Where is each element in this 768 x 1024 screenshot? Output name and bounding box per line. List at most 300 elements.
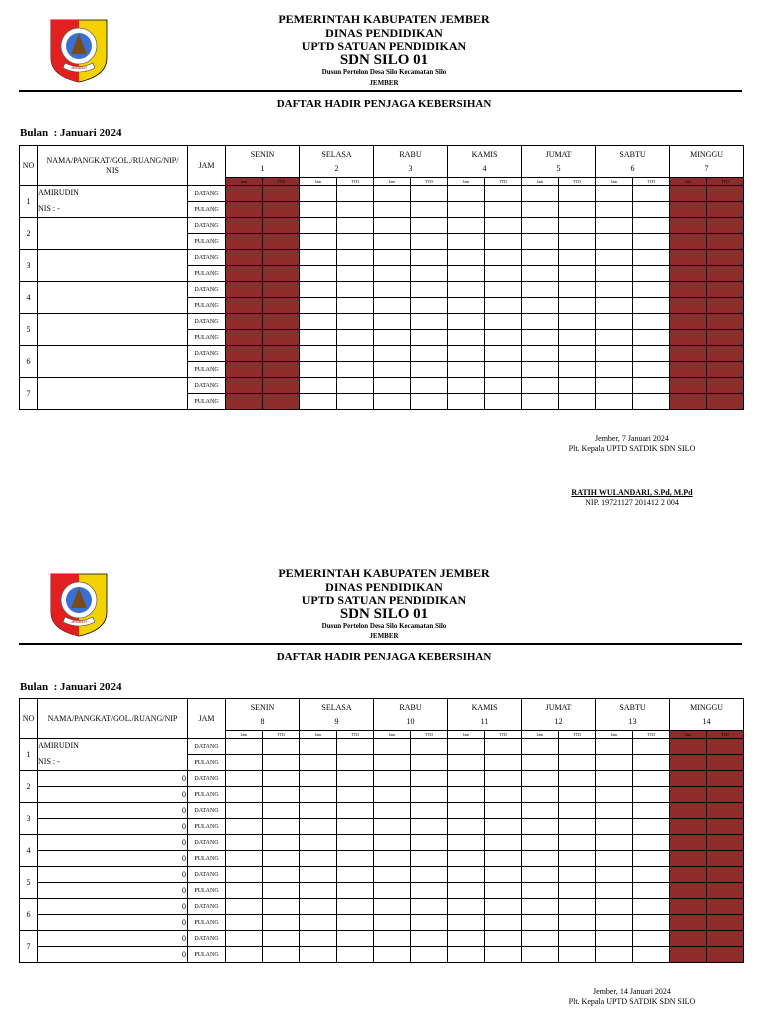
attendance-ttd-cell[interactable]	[559, 803, 596, 819]
attendance-jam-cell[interactable]	[670, 186, 707, 202]
attendance-jam-cell[interactable]	[596, 899, 633, 915]
attendance-jam-cell[interactable]	[596, 394, 633, 410]
attendance-ttd-cell[interactable]	[559, 883, 596, 899]
attendance-jam-cell[interactable]	[596, 947, 633, 963]
attendance-jam-cell[interactable]	[596, 202, 633, 218]
attendance-jam-cell[interactable]	[374, 202, 411, 218]
attendance-ttd-cell[interactable]	[707, 947, 744, 963]
attendance-jam-cell[interactable]	[300, 915, 337, 931]
attendance-ttd-cell[interactable]	[485, 362, 522, 378]
attendance-ttd-cell[interactable]	[263, 394, 300, 410]
attendance-jam-cell[interactable]	[226, 787, 263, 803]
attendance-jam-cell[interactable]	[522, 947, 559, 963]
attendance-jam-cell[interactable]	[226, 378, 263, 394]
attendance-ttd-cell[interactable]	[707, 803, 744, 819]
attendance-ttd-cell[interactable]	[633, 899, 670, 915]
attendance-ttd-cell[interactable]	[485, 835, 522, 851]
attendance-jam-cell[interactable]	[226, 298, 263, 314]
attendance-ttd-cell[interactable]	[559, 218, 596, 234]
attendance-jam-cell[interactable]	[448, 867, 485, 883]
attendance-ttd-cell[interactable]	[263, 234, 300, 250]
attendance-ttd-cell[interactable]	[633, 394, 670, 410]
attendance-ttd-cell[interactable]	[411, 867, 448, 883]
attendance-jam-cell[interactable]	[374, 771, 411, 787]
attendance-ttd-cell[interactable]	[337, 282, 374, 298]
attendance-ttd-cell[interactable]	[559, 931, 596, 947]
attendance-ttd-cell[interactable]	[485, 803, 522, 819]
attendance-ttd-cell[interactable]	[337, 314, 374, 330]
attendance-jam-cell[interactable]	[226, 186, 263, 202]
attendance-ttd-cell[interactable]	[337, 867, 374, 883]
attendance-jam-cell[interactable]	[596, 851, 633, 867]
attendance-jam-cell[interactable]	[374, 378, 411, 394]
attendance-jam-cell[interactable]	[300, 787, 337, 803]
attendance-ttd-cell[interactable]	[559, 915, 596, 931]
attendance-ttd-cell[interactable]	[559, 298, 596, 314]
attendance-ttd-cell[interactable]	[411, 394, 448, 410]
attendance-jam-cell[interactable]	[300, 394, 337, 410]
attendance-jam-cell[interactable]	[374, 234, 411, 250]
attendance-ttd-cell[interactable]	[559, 394, 596, 410]
attendance-ttd-cell[interactable]	[707, 787, 744, 803]
attendance-jam-cell[interactable]	[226, 803, 263, 819]
attendance-jam-cell[interactable]	[670, 739, 707, 755]
attendance-jam-cell[interactable]	[670, 755, 707, 771]
attendance-jam-cell[interactable]	[374, 883, 411, 899]
attendance-ttd-cell[interactable]	[485, 330, 522, 346]
attendance-ttd-cell[interactable]	[559, 202, 596, 218]
attendance-jam-cell[interactable]	[300, 947, 337, 963]
attendance-jam-cell[interactable]	[374, 835, 411, 851]
attendance-jam-cell[interactable]	[374, 931, 411, 947]
attendance-ttd-cell[interactable]	[411, 883, 448, 899]
attendance-jam-cell[interactable]	[522, 883, 559, 899]
attendance-jam-cell[interactable]	[670, 394, 707, 410]
attendance-ttd-cell[interactable]	[485, 234, 522, 250]
attendance-jam-cell[interactable]	[670, 899, 707, 915]
attendance-ttd-cell[interactable]	[337, 803, 374, 819]
attendance-jam-cell[interactable]	[374, 330, 411, 346]
attendance-ttd-cell[interactable]	[707, 739, 744, 755]
attendance-ttd-cell[interactable]	[485, 394, 522, 410]
attendance-ttd-cell[interactable]	[485, 755, 522, 771]
attendance-ttd-cell[interactable]	[263, 202, 300, 218]
attendance-ttd-cell[interactable]	[263, 915, 300, 931]
attendance-jam-cell[interactable]	[522, 819, 559, 835]
attendance-ttd-cell[interactable]	[485, 867, 522, 883]
attendance-ttd-cell[interactable]	[485, 947, 522, 963]
attendance-ttd-cell[interactable]	[263, 867, 300, 883]
attendance-jam-cell[interactable]	[226, 755, 263, 771]
attendance-jam-cell[interactable]	[374, 947, 411, 963]
attendance-ttd-cell[interactable]	[411, 803, 448, 819]
attendance-jam-cell[interactable]	[374, 250, 411, 266]
attendance-ttd-cell[interactable]	[559, 851, 596, 867]
attendance-ttd-cell[interactable]	[633, 186, 670, 202]
attendance-jam-cell[interactable]	[448, 931, 485, 947]
attendance-ttd-cell[interactable]	[411, 266, 448, 282]
attendance-ttd-cell[interactable]	[559, 266, 596, 282]
attendance-ttd-cell[interactable]	[633, 835, 670, 851]
attendance-jam-cell[interactable]	[670, 250, 707, 266]
attendance-ttd-cell[interactable]	[559, 947, 596, 963]
attendance-ttd-cell[interactable]	[633, 346, 670, 362]
attendance-jam-cell[interactable]	[522, 266, 559, 282]
attendance-jam-cell[interactable]	[522, 867, 559, 883]
attendance-ttd-cell[interactable]	[485, 851, 522, 867]
attendance-ttd-cell[interactable]	[337, 330, 374, 346]
attendance-jam-cell[interactable]	[670, 266, 707, 282]
attendance-jam-cell[interactable]	[596, 931, 633, 947]
attendance-ttd-cell[interactable]	[633, 282, 670, 298]
attendance-jam-cell[interactable]	[670, 314, 707, 330]
attendance-jam-cell[interactable]	[374, 282, 411, 298]
attendance-jam-cell[interactable]	[226, 362, 263, 378]
attendance-jam-cell[interactable]	[670, 218, 707, 234]
attendance-jam-cell[interactable]	[596, 330, 633, 346]
attendance-ttd-cell[interactable]	[263, 883, 300, 899]
attendance-jam-cell[interactable]	[448, 250, 485, 266]
attendance-jam-cell[interactable]	[226, 915, 263, 931]
attendance-ttd-cell[interactable]	[411, 915, 448, 931]
attendance-jam-cell[interactable]	[300, 931, 337, 947]
attendance-jam-cell[interactable]	[300, 202, 337, 218]
attendance-jam-cell[interactable]	[300, 803, 337, 819]
attendance-jam-cell[interactable]	[226, 218, 263, 234]
attendance-jam-cell[interactable]	[448, 378, 485, 394]
attendance-jam-cell[interactable]	[374, 787, 411, 803]
attendance-ttd-cell[interactable]	[411, 314, 448, 330]
attendance-jam-cell[interactable]	[670, 867, 707, 883]
attendance-jam-cell[interactable]	[448, 755, 485, 771]
attendance-jam-cell[interactable]	[300, 298, 337, 314]
attendance-jam-cell[interactable]	[226, 835, 263, 851]
attendance-ttd-cell[interactable]	[559, 787, 596, 803]
attendance-ttd-cell[interactable]	[263, 851, 300, 867]
attendance-ttd-cell[interactable]	[485, 819, 522, 835]
attendance-ttd-cell[interactable]	[707, 202, 744, 218]
attendance-jam-cell[interactable]	[300, 362, 337, 378]
attendance-ttd-cell[interactable]	[707, 931, 744, 947]
attendance-jam-cell[interactable]	[448, 851, 485, 867]
attendance-ttd-cell[interactable]	[337, 947, 374, 963]
attendance-jam-cell[interactable]	[300, 250, 337, 266]
attendance-ttd-cell[interactable]	[411, 298, 448, 314]
attendance-jam-cell[interactable]	[522, 250, 559, 266]
attendance-ttd-cell[interactable]	[559, 330, 596, 346]
attendance-ttd-cell[interactable]	[411, 250, 448, 266]
attendance-jam-cell[interactable]	[300, 851, 337, 867]
attendance-ttd-cell[interactable]	[263, 346, 300, 362]
attendance-ttd-cell[interactable]	[263, 739, 300, 755]
attendance-ttd-cell[interactable]	[411, 202, 448, 218]
attendance-ttd-cell[interactable]	[559, 362, 596, 378]
attendance-ttd-cell[interactable]	[559, 771, 596, 787]
attendance-ttd-cell[interactable]	[485, 186, 522, 202]
attendance-jam-cell[interactable]	[522, 851, 559, 867]
attendance-ttd-cell[interactable]	[559, 819, 596, 835]
attendance-jam-cell[interactable]	[374, 346, 411, 362]
attendance-ttd-cell[interactable]	[707, 867, 744, 883]
attendance-ttd-cell[interactable]	[707, 394, 744, 410]
attendance-jam-cell[interactable]	[300, 186, 337, 202]
attendance-jam-cell[interactable]	[448, 739, 485, 755]
attendance-ttd-cell[interactable]	[263, 931, 300, 947]
attendance-jam-cell[interactable]	[596, 787, 633, 803]
attendance-ttd-cell[interactable]	[485, 298, 522, 314]
attendance-ttd-cell[interactable]	[337, 266, 374, 282]
attendance-ttd-cell[interactable]	[707, 378, 744, 394]
attendance-jam-cell[interactable]	[670, 378, 707, 394]
attendance-jam-cell[interactable]	[522, 218, 559, 234]
attendance-jam-cell[interactable]	[226, 883, 263, 899]
attendance-jam-cell[interactable]	[300, 378, 337, 394]
attendance-ttd-cell[interactable]	[707, 346, 744, 362]
attendance-ttd-cell[interactable]	[263, 771, 300, 787]
attendance-ttd-cell[interactable]	[485, 202, 522, 218]
attendance-ttd-cell[interactable]	[707, 250, 744, 266]
attendance-ttd-cell[interactable]	[707, 819, 744, 835]
attendance-ttd-cell[interactable]	[485, 314, 522, 330]
attendance-jam-cell[interactable]	[596, 915, 633, 931]
attendance-ttd-cell[interactable]	[411, 346, 448, 362]
attendance-jam-cell[interactable]	[596, 362, 633, 378]
attendance-jam-cell[interactable]	[448, 835, 485, 851]
attendance-jam-cell[interactable]	[226, 314, 263, 330]
attendance-ttd-cell[interactable]	[337, 346, 374, 362]
attendance-jam-cell[interactable]	[448, 771, 485, 787]
attendance-ttd-cell[interactable]	[411, 771, 448, 787]
attendance-jam-cell[interactable]	[448, 346, 485, 362]
attendance-jam-cell[interactable]	[596, 250, 633, 266]
attendance-jam-cell[interactable]	[596, 755, 633, 771]
attendance-ttd-cell[interactable]	[485, 915, 522, 931]
attendance-ttd-cell[interactable]	[559, 234, 596, 250]
attendance-ttd-cell[interactable]	[411, 787, 448, 803]
attendance-jam-cell[interactable]	[596, 186, 633, 202]
attendance-jam-cell[interactable]	[226, 202, 263, 218]
attendance-jam-cell[interactable]	[522, 931, 559, 947]
attendance-ttd-cell[interactable]	[337, 915, 374, 931]
attendance-ttd-cell[interactable]	[263, 266, 300, 282]
attendance-jam-cell[interactable]	[596, 739, 633, 755]
attendance-jam-cell[interactable]	[448, 787, 485, 803]
attendance-jam-cell[interactable]	[448, 298, 485, 314]
attendance-ttd-cell[interactable]	[633, 266, 670, 282]
attendance-jam-cell[interactable]	[522, 787, 559, 803]
attendance-ttd-cell[interactable]	[633, 803, 670, 819]
attendance-jam-cell[interactable]	[448, 186, 485, 202]
attendance-ttd-cell[interactable]	[411, 835, 448, 851]
attendance-ttd-cell[interactable]	[559, 755, 596, 771]
attendance-ttd-cell[interactable]	[337, 234, 374, 250]
attendance-ttd-cell[interactable]	[707, 266, 744, 282]
attendance-jam-cell[interactable]	[596, 803, 633, 819]
attendance-jam-cell[interactable]	[596, 314, 633, 330]
attendance-ttd-cell[interactable]	[411, 282, 448, 298]
attendance-ttd-cell[interactable]	[633, 867, 670, 883]
attendance-jam-cell[interactable]	[300, 314, 337, 330]
attendance-jam-cell[interactable]	[522, 899, 559, 915]
attendance-ttd-cell[interactable]	[485, 771, 522, 787]
attendance-ttd-cell[interactable]	[411, 739, 448, 755]
attendance-jam-cell[interactable]	[522, 739, 559, 755]
attendance-jam-cell[interactable]	[374, 755, 411, 771]
attendance-jam-cell[interactable]	[374, 186, 411, 202]
attendance-ttd-cell[interactable]	[337, 819, 374, 835]
attendance-jam-cell[interactable]	[374, 266, 411, 282]
attendance-ttd-cell[interactable]	[707, 883, 744, 899]
attendance-ttd-cell[interactable]	[633, 947, 670, 963]
attendance-ttd-cell[interactable]	[633, 314, 670, 330]
attendance-jam-cell[interactable]	[670, 234, 707, 250]
attendance-jam-cell[interactable]	[670, 835, 707, 851]
attendance-jam-cell[interactable]	[300, 218, 337, 234]
attendance-jam-cell[interactable]	[374, 851, 411, 867]
attendance-jam-cell[interactable]	[596, 378, 633, 394]
attendance-ttd-cell[interactable]	[263, 218, 300, 234]
attendance-ttd-cell[interactable]	[633, 819, 670, 835]
attendance-ttd-cell[interactable]	[633, 883, 670, 899]
attendance-ttd-cell[interactable]	[411, 218, 448, 234]
attendance-ttd-cell[interactable]	[707, 218, 744, 234]
attendance-jam-cell[interactable]	[448, 314, 485, 330]
attendance-jam-cell[interactable]	[522, 330, 559, 346]
attendance-jam-cell[interactable]	[448, 883, 485, 899]
attendance-ttd-cell[interactable]	[485, 266, 522, 282]
attendance-ttd-cell[interactable]	[707, 234, 744, 250]
attendance-jam-cell[interactable]	[522, 282, 559, 298]
attendance-jam-cell[interactable]	[522, 835, 559, 851]
attendance-ttd-cell[interactable]	[485, 883, 522, 899]
attendance-ttd-cell[interactable]	[411, 330, 448, 346]
attendance-ttd-cell[interactable]	[337, 899, 374, 915]
attendance-jam-cell[interactable]	[374, 899, 411, 915]
attendance-jam-cell[interactable]	[226, 282, 263, 298]
attendance-jam-cell[interactable]	[300, 883, 337, 899]
attendance-jam-cell[interactable]	[226, 819, 263, 835]
attendance-jam-cell[interactable]	[670, 915, 707, 931]
attendance-ttd-cell[interactable]	[633, 362, 670, 378]
attendance-jam-cell[interactable]	[300, 755, 337, 771]
attendance-ttd-cell[interactable]	[411, 819, 448, 835]
attendance-ttd-cell[interactable]	[411, 947, 448, 963]
attendance-ttd-cell[interactable]	[485, 218, 522, 234]
attendance-ttd-cell[interactable]	[559, 378, 596, 394]
attendance-ttd-cell[interactable]	[411, 234, 448, 250]
attendance-jam-cell[interactable]	[522, 378, 559, 394]
attendance-ttd-cell[interactable]	[337, 378, 374, 394]
attendance-ttd-cell[interactable]	[633, 218, 670, 234]
attendance-jam-cell[interactable]	[522, 186, 559, 202]
attendance-ttd-cell[interactable]	[263, 314, 300, 330]
attendance-jam-cell[interactable]	[596, 282, 633, 298]
attendance-jam-cell[interactable]	[374, 819, 411, 835]
attendance-jam-cell[interactable]	[522, 771, 559, 787]
attendance-jam-cell[interactable]	[226, 346, 263, 362]
attendance-ttd-cell[interactable]	[633, 250, 670, 266]
attendance-ttd-cell[interactable]	[633, 739, 670, 755]
attendance-ttd-cell[interactable]	[707, 771, 744, 787]
attendance-ttd-cell[interactable]	[337, 218, 374, 234]
attendance-ttd-cell[interactable]	[337, 931, 374, 947]
attendance-ttd-cell[interactable]	[485, 346, 522, 362]
attendance-ttd-cell[interactable]	[263, 755, 300, 771]
attendance-jam-cell[interactable]	[596, 234, 633, 250]
attendance-jam-cell[interactable]	[300, 346, 337, 362]
attendance-ttd-cell[interactable]	[263, 282, 300, 298]
attendance-ttd-cell[interactable]	[633, 787, 670, 803]
attendance-ttd-cell[interactable]	[633, 931, 670, 947]
attendance-jam-cell[interactable]	[596, 867, 633, 883]
attendance-ttd-cell[interactable]	[707, 851, 744, 867]
attendance-jam-cell[interactable]	[226, 266, 263, 282]
attendance-ttd-cell[interactable]	[559, 186, 596, 202]
attendance-jam-cell[interactable]	[522, 915, 559, 931]
attendance-jam-cell[interactable]	[374, 362, 411, 378]
attendance-jam-cell[interactable]	[300, 739, 337, 755]
attendance-jam-cell[interactable]	[596, 298, 633, 314]
attendance-jam-cell[interactable]	[448, 330, 485, 346]
attendance-ttd-cell[interactable]	[263, 787, 300, 803]
attendance-ttd-cell[interactable]	[633, 378, 670, 394]
attendance-ttd-cell[interactable]	[263, 186, 300, 202]
attendance-ttd-cell[interactable]	[337, 298, 374, 314]
attendance-jam-cell[interactable]	[374, 298, 411, 314]
attendance-ttd-cell[interactable]	[337, 755, 374, 771]
attendance-ttd-cell[interactable]	[263, 298, 300, 314]
attendance-jam-cell[interactable]	[670, 202, 707, 218]
attendance-jam-cell[interactable]	[374, 867, 411, 883]
attendance-ttd-cell[interactable]	[411, 851, 448, 867]
attendance-jam-cell[interactable]	[596, 346, 633, 362]
attendance-jam-cell[interactable]	[226, 947, 263, 963]
attendance-jam-cell[interactable]	[448, 282, 485, 298]
attendance-ttd-cell[interactable]	[559, 739, 596, 755]
attendance-ttd-cell[interactable]	[263, 899, 300, 915]
attendance-jam-cell[interactable]	[448, 218, 485, 234]
attendance-jam-cell[interactable]	[670, 330, 707, 346]
attendance-jam-cell[interactable]	[670, 947, 707, 963]
attendance-ttd-cell[interactable]	[559, 867, 596, 883]
attendance-jam-cell[interactable]	[522, 202, 559, 218]
attendance-ttd-cell[interactable]	[485, 378, 522, 394]
attendance-ttd-cell[interactable]	[411, 755, 448, 771]
attendance-jam-cell[interactable]	[226, 867, 263, 883]
attendance-jam-cell[interactable]	[300, 330, 337, 346]
attendance-jam-cell[interactable]	[226, 739, 263, 755]
attendance-jam-cell[interactable]	[670, 362, 707, 378]
attendance-ttd-cell[interactable]	[707, 835, 744, 851]
attendance-jam-cell[interactable]	[522, 346, 559, 362]
attendance-jam-cell[interactable]	[448, 915, 485, 931]
attendance-ttd-cell[interactable]	[337, 394, 374, 410]
attendance-jam-cell[interactable]	[300, 867, 337, 883]
attendance-ttd-cell[interactable]	[707, 314, 744, 330]
attendance-ttd-cell[interactable]	[337, 250, 374, 266]
attendance-jam-cell[interactable]	[374, 739, 411, 755]
attendance-ttd-cell[interactable]	[485, 739, 522, 755]
attendance-jam-cell[interactable]	[596, 771, 633, 787]
attendance-jam-cell[interactable]	[670, 298, 707, 314]
attendance-ttd-cell[interactable]	[559, 899, 596, 915]
attendance-ttd-cell[interactable]	[337, 883, 374, 899]
attendance-ttd-cell[interactable]	[707, 298, 744, 314]
attendance-ttd-cell[interactable]	[633, 915, 670, 931]
attendance-jam-cell[interactable]	[522, 803, 559, 819]
attendance-ttd-cell[interactable]	[559, 282, 596, 298]
attendance-jam-cell[interactable]	[448, 234, 485, 250]
